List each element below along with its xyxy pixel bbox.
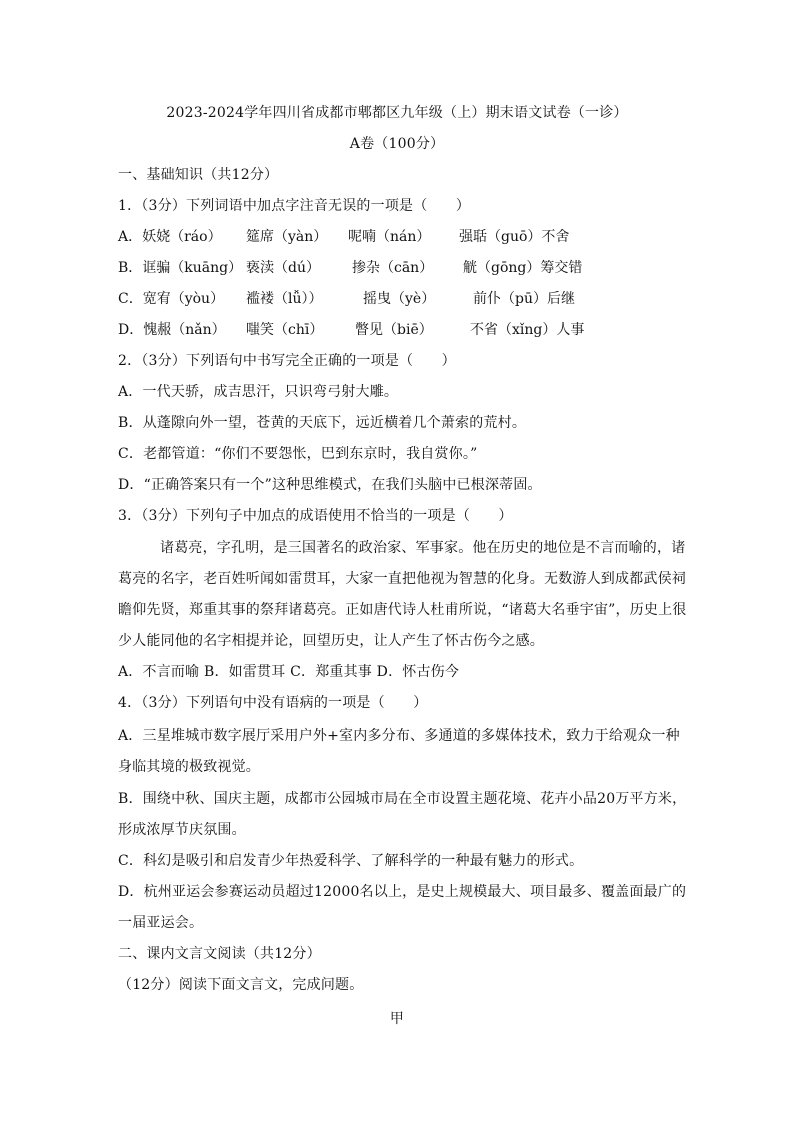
question-3-passage-line: 诸葛亮，字孔明，是三国著名的政治家、军事家。他在历史的地位是不言而喻的，诸 <box>160 540 686 556</box>
q1-a-word-4: 强聒（guō）不舍 <box>459 229 570 245</box>
q1-d-word-1: D．愧赧（nǎn） <box>118 322 226 338</box>
exam-subtitle: A卷（100分） <box>349 136 445 152</box>
question-4-line: 形成浓厚节庆氛围。 <box>118 822 246 838</box>
q1-b-word-2: 亵渎（dú） <box>246 260 320 276</box>
section-heading-classical: 二、课内文言文阅读（共12分） <box>118 946 321 962</box>
q1-a-word-2: 筵席（yàn） <box>246 229 328 245</box>
q1-a-word-3: 呢喃（nán） <box>348 229 431 245</box>
q1-b-word-4: 觥（gōng）筹交错 <box>463 260 583 276</box>
q1-b-word-3: 掺杂（cān） <box>352 260 434 276</box>
question-2-stem: 2．（3分）下列语句中书写完全正确的一项是（ ） <box>118 353 456 369</box>
exam-title: 2023-2024学年四川省成都市郫都区九年级（上）期末语文试卷（一诊） <box>166 105 628 121</box>
question-4-line: 一届亚运会。 <box>118 915 204 931</box>
q1-a-word-1: A．妖娆（ráo） <box>118 229 222 245</box>
question-1-stem: 1．（3分）下列词语中加点字注音无误的一项是（ ） <box>118 198 471 214</box>
q1-c-word-1: C．宽宥（yòu） <box>118 291 225 307</box>
section-heading-basic: 一、基础知识（共12分） <box>118 167 279 183</box>
question-4-line: B．围绕中秋、国庆主题，成都市公园城市局在全市设置主题花境、花卉小品20万平方米， <box>118 791 687 807</box>
question-3-passage-line: 少人能同他的名字相提并论，回望历史，让人产生了怀古伤今之感。 <box>118 633 544 649</box>
question-2-option-b: B．从蓬隙向外一望，苍黄的天底下，远近横着几个萧索的荒村。 <box>118 415 527 431</box>
question-4-line: A．三星堆城市数字展厅采用户外+室内多分布、多通道的多媒体技术，致力于给观众一种 <box>118 728 680 744</box>
question-4-line: D．杭州亚运会参赛运动员超过12000名以上，是史上规模最大、项目最多、覆盖面最广的 <box>118 884 687 900</box>
question-4-line: C．科幻是吸引和启发青少年热爱科学、了解科学的一种最有魅力的形式。 <box>118 853 584 869</box>
question-4-stem: 4．（3分）下列语句中没有语病的一项是（ ） <box>118 695 428 711</box>
q1-b-word-1: B．诓骗（kuāng） <box>118 260 243 276</box>
q1-c-word-3: 摇曳（yè） <box>363 291 436 307</box>
q1-d-word-4: 不省（xǐng）人事 <box>470 322 585 338</box>
question-3-options: A．不言而喻 B．如雷贯耳 C．郑重其事 D．怀古伤今 <box>118 664 460 680</box>
question-2-option-d: D．“正确答案只有一个”这种思维模式，在我们头脑中已根深蒂固。 <box>118 477 542 493</box>
question-4-line: 身临其境的极致视觉。 <box>118 759 260 775</box>
question-3-stem: 3．（3分）下列句子中加点的成语使用不恰当的一项是（ ） <box>118 508 513 524</box>
q1-d-word-3: 瞥见（biē） <box>355 322 433 338</box>
question-2-option-c: C．老都管道：“你们不要怨怅，巴到东京时，我自赏你。” <box>118 446 478 462</box>
q1-c-word-4: 前仆（pū）后继 <box>473 291 575 307</box>
question-3-passage-line: 瞻仰先贤，郑重其事的祭拜诸葛亮。正如唐代诗人杜甫所说，“诸葛大名垂宇宙”，历史上很 <box>118 602 687 618</box>
question-3-passage-line: 葛亮的名字，老百姓听闻如雷贯耳，大家一直把他视为智慧的化身。无数游人到成都武侯祠 <box>118 571 686 587</box>
question-2-option-a: A．一代天骄，成吉思汗，只识弯弓射大雕。 <box>118 384 399 400</box>
q1-d-word-2: 嗤笑（chī） <box>246 322 324 338</box>
question-5-stem: （12分）阅读下面文言文，完成问题。 <box>118 977 364 993</box>
passage-jia-label: 甲 <box>389 1011 405 1027</box>
q1-c-word-2: 褴褛（lǚ）） <box>246 291 323 307</box>
